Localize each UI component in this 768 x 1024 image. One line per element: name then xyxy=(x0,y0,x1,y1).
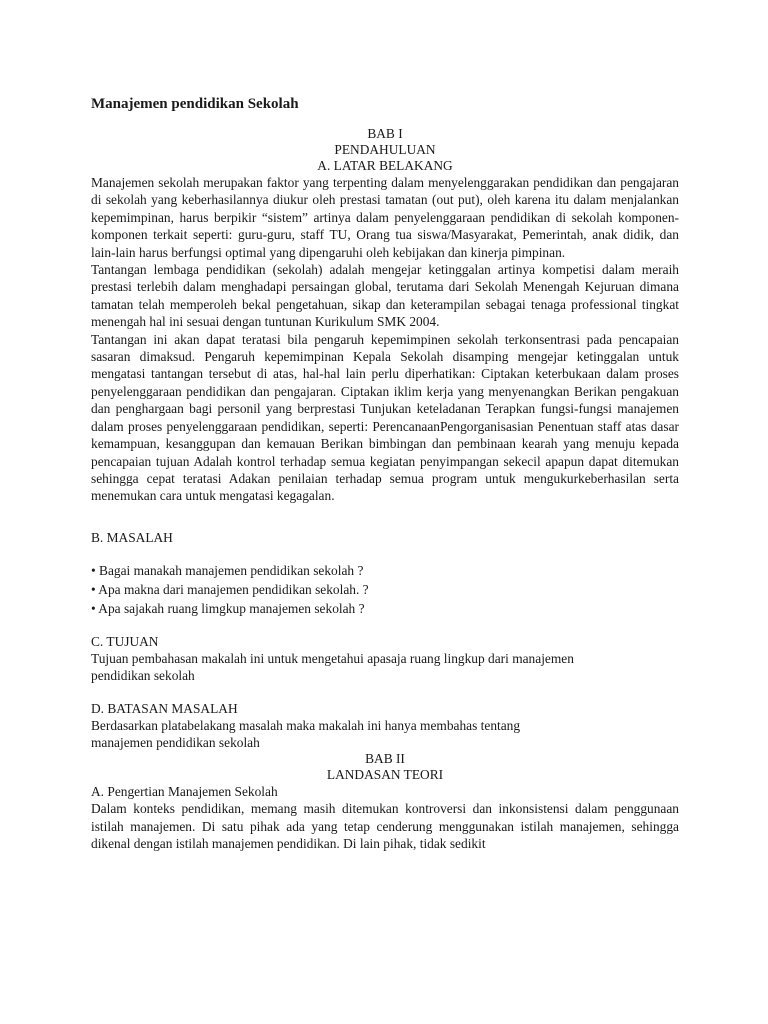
tujuan-line-2: pendidikan sekolah xyxy=(91,668,195,684)
bab2-section-a-heading: A. Pengertian Manajemen Sekolah xyxy=(91,784,278,800)
section-a-heading: A. LATAR BELAKANG xyxy=(317,158,453,173)
tujuan-line-1: Tujuan pembahasan makalah ini untuk mengetahui apasaja ruang lingkup dari manajemen xyxy=(91,650,574,666)
bab2-name: LANDASAN TEORI xyxy=(326,767,444,783)
bab1-label: BAB I xyxy=(367,126,403,141)
masalah-list xyxy=(91,561,679,618)
bab1-name: PENDAHULUAN xyxy=(334,142,436,157)
list-item: • Apa sajakah ruang limgkup manajemen sekolah ? xyxy=(91,600,365,616)
batasan-line-1: Berdasarkan platabelakang masalah maka makalah ini hanya membahas tentang xyxy=(91,717,521,733)
section-c-heading: C. TUJUAN xyxy=(91,633,159,649)
document-title: Manajemen pendidikan Sekolah xyxy=(91,96,299,112)
section-b-heading: B. MASALAH xyxy=(91,529,173,545)
list-item: • Bagai manakah manajemen pendidikan sekolah ? xyxy=(91,562,364,578)
latar-paragraph-3: Tantangan ini akan dapat teratasi bila pengaruh kepemimpinen sekolah terkonsentrasi pada pencapaian sasaran dimaksud. Pengaruh kepemimpinan Kepala Sekolah disamping mengejar ketinggalan untuk mengatasi tantangan tersebut di atas, hal-hal lain perlu diperhatikan: Ciptakan keterbukaan dalam proses penyelenggaraan pendidikan dan pengajaran. Ciptakan iklim kerja yang menyenangkan Berikan pengakuan dan penghargaan bagi personil yang berprestasi Tunjukan keteladanan Terapkan fungsi-fungsi manajemen dalam proses penyelenggaraan pendidikan, seperti: PerencanaanPengorganisasian Penentuan staff atas dasar kemampuan, kesanggupan dan kemauan Berikan bimbingan dan pembinaan kearah yang menuju kepada pencapaian tujuan Adalah kontrol terhadap semua kegiatan penyimpangan sekecil apapun dapat ditemukan sehingga cepat teratasi Adakan penilaian terhadap semua program untuk mengukurkeberhasilan serta menemukan cara untuk mengatasi kegagalan. xyxy=(91,331,679,504)
document-page xyxy=(91,94,679,853)
latar-paragraph-1: Manajemen sekolah merupakan faktor yang terpenting dalam menyelenggarakan pendidikan dan pengajaran di sekolah yang keberhasilannya diukur oleh prestasi tamatan (out put), oleh karena itu dalam menjalankan kepemimpinan, harus berpikir “sistem” artinya dalam penyelenggaraan pendidikan di sekolah komponen-komponen terkait seperti: guru-guru, staff TU, Orang tua siswa/Masyarakat, Pemerintah, anak didik, dan lain-lain harus berfungsi optimal yang dipengaruhi oleh kebijakan dan kinerja pimpinan. xyxy=(91,175,679,260)
bab2-label: BAB II xyxy=(365,751,405,767)
section-d-heading: D. BATASAN MASALAH xyxy=(91,700,238,716)
latar-paragraph-2: Tantangan lembaga pendidikan (sekolah) adalah mengejar ketinggalan artinya kompetisi dalam meraih prestasi terlebih dalam menghadapi persaingan global, terutama dari Sekolah Menengah Kejuruan dimana tamatan telah memperoleh bekal pengetahuan, sikap dan keterampilan sebagai tenaga professional tingkat menengah hal ini sesuai dengan tuntunan Kurikulum SMK 2004. xyxy=(91,262,679,330)
list-item: • Apa makna dari manajemen pendidikan sekolah. ? xyxy=(91,581,369,597)
bab2-paragraph: Dalam konteks pendidikan, memang masih ditemukan kontroversi dan inkonsistensi dalam penggunaan istilah manajemen. Di satu pihak ada yang tetap cenderung menggunakan istilah manajemen, sehingga dikenal dengan istilah manajemen pendidikan. Di lain pihak, tidak sedikit xyxy=(91,801,679,852)
batasan-line-2: manajemen pendidikan sekolah xyxy=(91,734,260,750)
